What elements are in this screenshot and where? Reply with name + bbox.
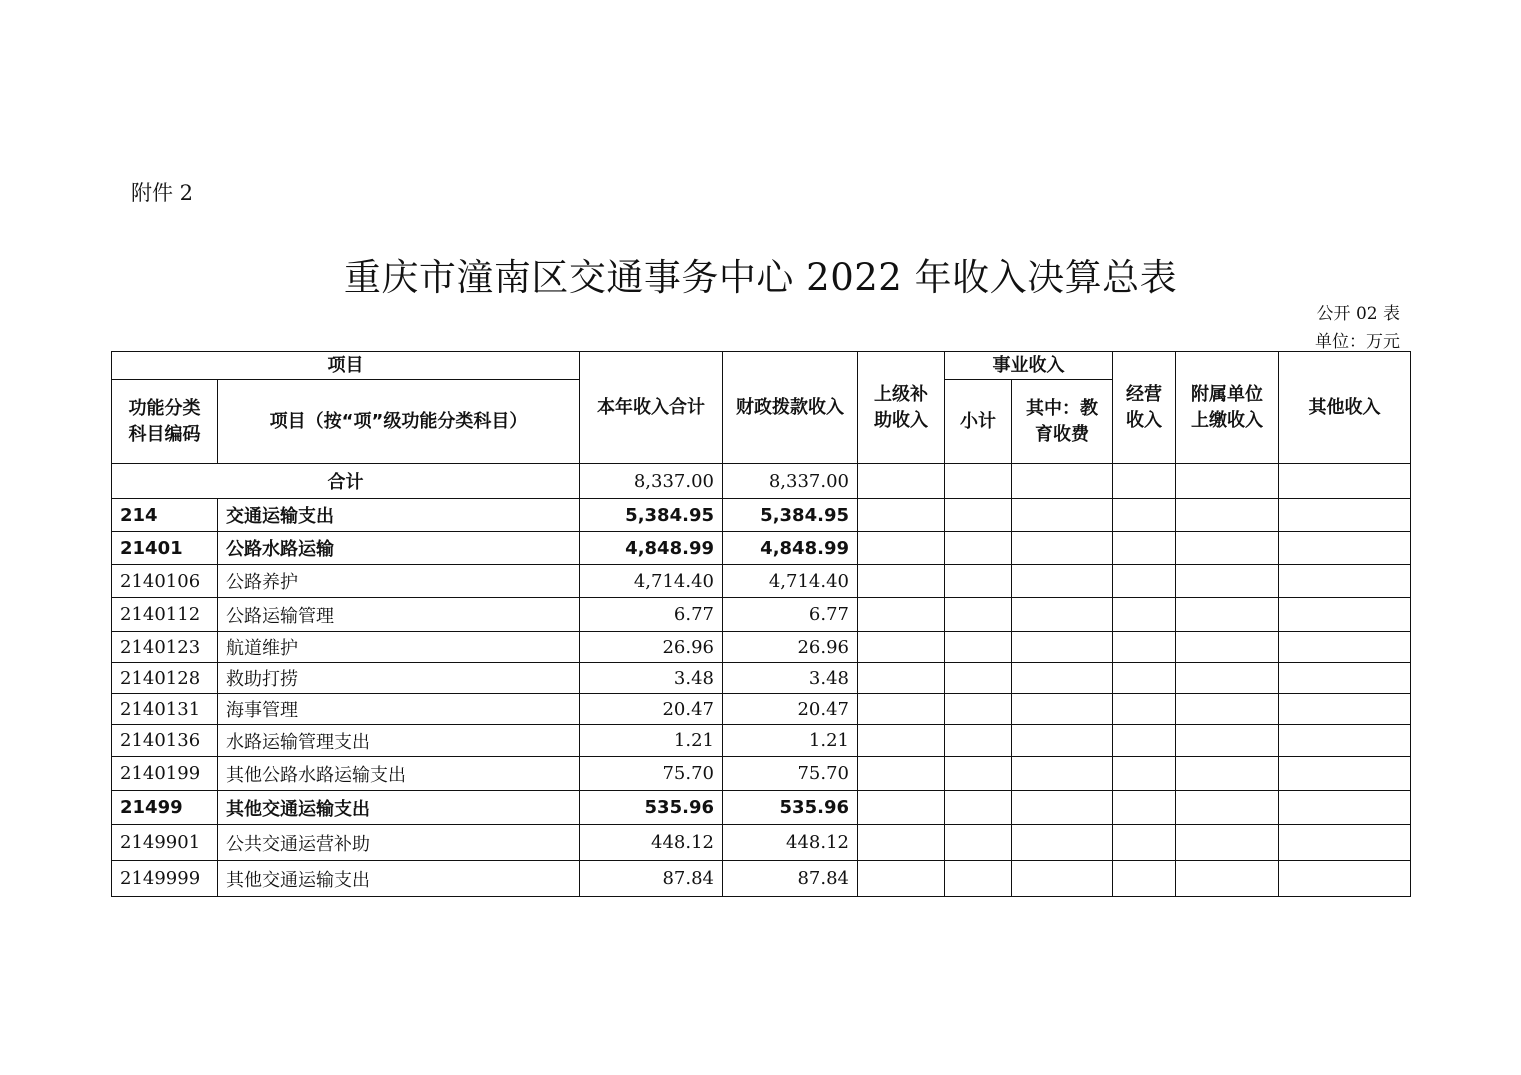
empty-cell: [1176, 791, 1279, 825]
empty-cell: [1113, 861, 1176, 897]
empty-cell: [858, 791, 945, 825]
empty-cell: [1012, 565, 1113, 598]
row-total-income: 20.47: [580, 694, 723, 725]
empty-cell: [1113, 565, 1176, 598]
header-total-income: 本年收入合计: [580, 352, 723, 464]
header-fiscal-allocation: 财政拨款收入: [723, 352, 858, 464]
header-of-which-education: 其中：教育收费: [1012, 380, 1113, 464]
empty-cell: [945, 694, 1012, 725]
empty-cell: [1012, 825, 1113, 861]
row-code: 2149999: [112, 861, 218, 897]
unit-label: 单位：万元: [1315, 332, 1400, 352]
empty-cell: [1113, 464, 1176, 499]
empty-cell: [1176, 663, 1279, 694]
table-row: [112, 598, 1411, 632]
empty-cell: [1279, 725, 1411, 757]
empty-cell: [1176, 861, 1279, 897]
empty-cell: [1176, 694, 1279, 725]
empty-cell: [1113, 694, 1176, 725]
empty-cell: [1012, 632, 1113, 663]
row-total-income: 3.48: [580, 663, 723, 694]
empty-cell: [1012, 757, 1113, 791]
empty-cell: [1176, 499, 1279, 532]
empty-cell: [1279, 499, 1411, 532]
empty-cell: [1012, 694, 1113, 725]
empty-cell: [1012, 598, 1113, 632]
empty-cell: [945, 464, 1012, 499]
empty-cell: [858, 694, 945, 725]
row-name: 其他交通运输支出: [218, 791, 580, 825]
empty-cell: [1113, 532, 1176, 565]
table-row: [112, 791, 1411, 825]
empty-cell: [1113, 725, 1176, 757]
empty-cell: [1279, 598, 1411, 632]
row-fiscal-allocation: 448.12: [723, 825, 858, 861]
row-code: 2140112: [112, 598, 218, 632]
empty-cell: [1279, 694, 1411, 725]
row-name: 海事管理: [218, 694, 580, 725]
empty-cell: [945, 598, 1012, 632]
empty-cell: [1012, 791, 1113, 825]
row-name: 交通运输支出: [218, 499, 580, 532]
header-operating-income: 经营收入: [1113, 352, 1176, 464]
row-fiscal-allocation: 6.77: [723, 598, 858, 632]
empty-cell: [858, 757, 945, 791]
empty-cell: [1279, 791, 1411, 825]
row-code: 21499: [112, 791, 218, 825]
row-code: 2149901: [112, 825, 218, 861]
empty-cell: [945, 725, 1012, 757]
row-total-income: 26.96: [580, 632, 723, 663]
empty-cell: [1012, 499, 1113, 532]
row-total-income: 75.70: [580, 757, 723, 791]
empty-cell: [945, 499, 1012, 532]
total-label: 合计: [112, 464, 580, 499]
empty-cell: [1279, 825, 1411, 861]
row-fiscal-allocation: 20.47: [723, 694, 858, 725]
row-fiscal-allocation: 535.96: [723, 791, 858, 825]
empty-cell: [1176, 464, 1279, 499]
empty-cell: [1279, 532, 1411, 565]
row-code: 214: [112, 499, 218, 532]
empty-cell: [1279, 632, 1411, 663]
row-fiscal-allocation: 1.21: [723, 725, 858, 757]
table-row: [112, 532, 1411, 565]
row-code: 21401: [112, 532, 218, 565]
header-superior-subsidy: 上级补助收入: [858, 352, 945, 464]
table-row: [112, 632, 1411, 663]
empty-cell: [1012, 725, 1113, 757]
row-name: 其他公路水路运输支出: [218, 757, 580, 791]
empty-cell: [1113, 791, 1176, 825]
table-row: [112, 725, 1411, 757]
row-code: 2140199: [112, 757, 218, 791]
row-name: 水路运输管理支出: [218, 725, 580, 757]
row-code: 2140131: [112, 694, 218, 725]
empty-cell: [1176, 757, 1279, 791]
row-name: 其他交通运输支出: [218, 861, 580, 897]
row-code: 2140128: [112, 663, 218, 694]
empty-cell: [945, 757, 1012, 791]
empty-cell: [945, 861, 1012, 897]
header-other-income: 其他收入: [1279, 352, 1411, 464]
row-code: 2140106: [112, 565, 218, 598]
row-fiscal-allocation: 4,714.40: [723, 565, 858, 598]
empty-cell: [858, 464, 945, 499]
header-business-income: 事业收入: [945, 352, 1113, 380]
empty-cell: [945, 632, 1012, 663]
total-income-value: 8,337.00: [580, 464, 723, 499]
row-total-income: 4,848.99: [580, 532, 723, 565]
attachment-label: 附件 2: [131, 181, 194, 205]
table-row: [112, 757, 1411, 791]
empty-cell: [1113, 825, 1176, 861]
row-total-income: 448.12: [580, 825, 723, 861]
row-code: 2140136: [112, 725, 218, 757]
row-total-income: 1.21: [580, 725, 723, 757]
table-row: [112, 825, 1411, 861]
empty-cell: [1176, 725, 1279, 757]
empty-cell: [1012, 861, 1113, 897]
row-total-income: 5,384.95: [580, 499, 723, 532]
empty-cell: [945, 532, 1012, 565]
empty-cell: [1012, 532, 1113, 565]
row-name: 救助打捞: [218, 663, 580, 694]
header-func-code: 功能分类科目编码: [112, 380, 218, 464]
table-row: [112, 663, 1411, 694]
row-total-income: 6.77: [580, 598, 723, 632]
empty-cell: [945, 791, 1012, 825]
empty-cell: [858, 598, 945, 632]
empty-cell: [1012, 464, 1113, 499]
empty-cell: [1176, 532, 1279, 565]
table-row-total: [112, 464, 1411, 499]
row-name: 公路养护: [218, 565, 580, 598]
empty-cell: [1113, 757, 1176, 791]
empty-cell: [858, 632, 945, 663]
page-title: 重庆市潼南区交通事务中心 2022 年收入决算总表: [343, 256, 1178, 299]
row-name: 公路水路运输: [218, 532, 580, 565]
row-total-income: 4,714.40: [580, 565, 723, 598]
empty-cell: [1113, 632, 1176, 663]
row-total-income: 535.96: [580, 791, 723, 825]
table-row: [112, 694, 1411, 725]
empty-cell: [858, 532, 945, 565]
empty-cell: [1176, 632, 1279, 663]
empty-cell: [1279, 757, 1411, 791]
row-fiscal-allocation: 87.84: [723, 861, 858, 897]
empty-cell: [945, 825, 1012, 861]
empty-cell: [1279, 464, 1411, 499]
empty-cell: [1176, 565, 1279, 598]
table-row: [112, 861, 1411, 897]
row-total-income: 87.84: [580, 861, 723, 897]
row-name: 公路运输管理: [218, 598, 580, 632]
row-code: 2140123: [112, 632, 218, 663]
empty-cell: [945, 663, 1012, 694]
row-fiscal-allocation: 75.70: [723, 757, 858, 791]
table-row: [112, 565, 1411, 598]
empty-cell: [1012, 663, 1113, 694]
header-affiliated-income: 附属单位上缴收入: [1176, 352, 1279, 464]
empty-cell: [858, 825, 945, 861]
empty-cell: [1176, 825, 1279, 861]
row-fiscal-allocation: 5,384.95: [723, 499, 858, 532]
row-fiscal-allocation: 4,848.99: [723, 532, 858, 565]
row-name: 航道维护: [218, 632, 580, 663]
row-fiscal-allocation: 3.48: [723, 663, 858, 694]
row-fiscal-allocation: 26.96: [723, 632, 858, 663]
empty-cell: [1279, 565, 1411, 598]
empty-cell: [858, 565, 945, 598]
empty-cell: [945, 565, 1012, 598]
empty-cell: [858, 663, 945, 694]
income-summary-table: [111, 351, 1411, 897]
empty-cell: [1113, 499, 1176, 532]
form-number: 公开 02 表: [1316, 304, 1400, 324]
empty-cell: [858, 725, 945, 757]
empty-cell: [1113, 598, 1176, 632]
row-name: 公共交通运营补助: [218, 825, 580, 861]
empty-cell: [858, 499, 945, 532]
total-fiscal-value: 8,337.00: [723, 464, 858, 499]
empty-cell: [858, 861, 945, 897]
empty-cell: [1279, 861, 1411, 897]
table-row: [112, 499, 1411, 532]
header-item-group: 项目: [112, 352, 580, 380]
empty-cell: [1113, 663, 1176, 694]
empty-cell: [1176, 598, 1279, 632]
header-item-name: 项目（按“项”级功能分类科目）: [218, 380, 580, 464]
empty-cell: [1279, 663, 1411, 694]
header-subtotal: 小计: [945, 380, 1012, 464]
